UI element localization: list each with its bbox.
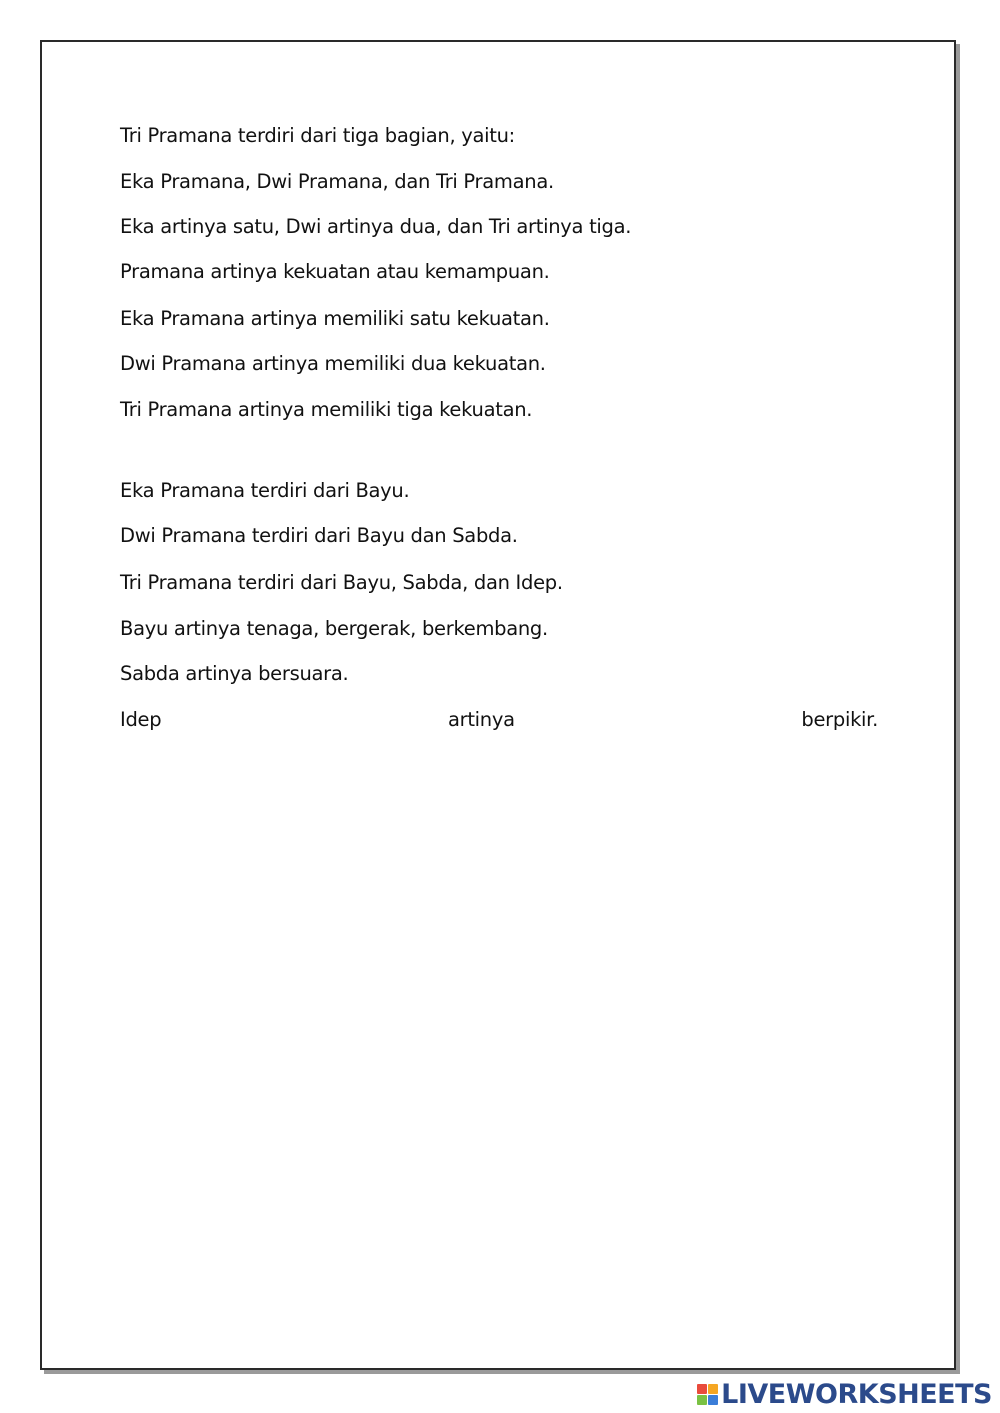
- justified-text-line: [120, 708, 878, 732]
- text-line: Tri Pramana artinya memiliki tiga kekuatan.: [120, 398, 533, 421]
- liveworksheets-logo[interactable]: [697, 1376, 992, 1412]
- liveworksheets-logo-icon: [697, 1384, 718, 1405]
- word-artinya: artinya: [447, 708, 515, 731]
- logo-square: [708, 1384, 718, 1394]
- text-line: Eka Pramana, Dwi Pramana, dan Tri Pramana.: [120, 170, 554, 193]
- text-line: Tri Pramana terdiri dari Bayu, Sabda, dan Idep.: [120, 571, 563, 594]
- text-line: Bayu artinya tenaga, bergerak, berkembang.: [120, 617, 548, 640]
- text-line: Sabda artinya bersuara.: [120, 662, 349, 685]
- logo-square: [708, 1395, 718, 1405]
- worksheet-page: [40, 40, 956, 1370]
- word-idep: Idep: [120, 708, 162, 731]
- text-line: Dwi Pramana terdiri dari Bayu dan Sabda.: [120, 524, 518, 547]
- logo-text: LIVEWORKSHEETS: [721, 1378, 992, 1410]
- logo-square: [697, 1395, 707, 1405]
- text-line: Tri Pramana terdiri dari tiga bagian, yaitu:: [120, 124, 515, 147]
- word-berpikir: berpikir.: [801, 708, 878, 731]
- text-line: Pramana artinya kekuatan atau kemampuan.: [120, 260, 550, 283]
- logo-square: [697, 1384, 707, 1394]
- text-line: Dwi Pramana artinya memiliki dua kekuatan.: [120, 352, 546, 375]
- text-line: Eka artinya satu, Dwi artinya dua, dan Tri artinya tiga.: [120, 215, 632, 238]
- text-line: Eka Pramana terdiri dari Bayu.: [120, 479, 410, 502]
- text-line: Eka Pramana artinya memiliki satu kekuatan.: [120, 307, 550, 330]
